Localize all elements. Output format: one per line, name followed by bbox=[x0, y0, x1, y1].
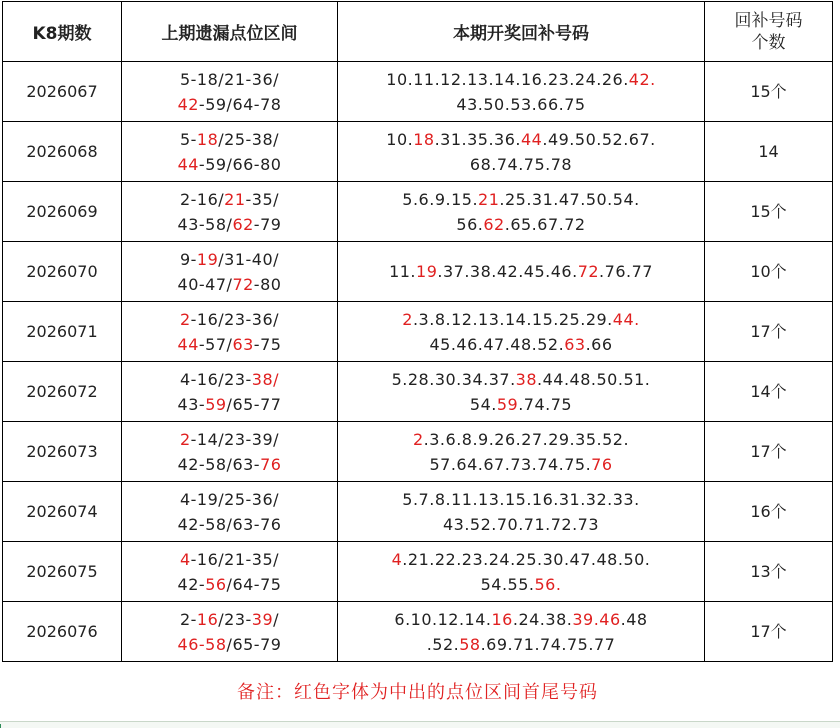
highlighted-number: 16 bbox=[491, 609, 513, 629]
zone-cell-line bbox=[122, 212, 337, 237]
highlighted-number: 63 bbox=[564, 334, 586, 354]
header-count-line1: 回补号码 bbox=[734, 10, 803, 31]
number-text: .3.6.8.9.26.27.29.35.52. bbox=[423, 429, 630, 449]
highlighted-number: 44 bbox=[177, 334, 199, 354]
numbers-cell-line bbox=[338, 452, 704, 477]
number-text: .76.77 bbox=[599, 262, 653, 281]
numbers-cell-line bbox=[338, 572, 704, 597]
zone-cell-line bbox=[122, 547, 337, 572]
header-count-line2: 个数 bbox=[751, 32, 786, 53]
count-cell: 16个 bbox=[705, 482, 833, 542]
numbers-cell-line bbox=[338, 367, 704, 392]
number-text: 5-18/21-36/ bbox=[179, 69, 280, 89]
count-cell: 17个 bbox=[705, 422, 833, 482]
number-text: .3.8.12.13.14.15.25.29. bbox=[412, 309, 613, 329]
count-cell: 13个 bbox=[705, 542, 833, 602]
period-cell: 2026074 bbox=[3, 482, 122, 542]
zone-cell bbox=[122, 182, 338, 242]
highlighted-number: 72 bbox=[232, 274, 254, 294]
period-cell: 2026067 bbox=[3, 62, 122, 122]
numbers-cell bbox=[338, 122, 705, 182]
highlighted-number: 2 bbox=[179, 429, 191, 449]
numbers-cell bbox=[338, 182, 705, 242]
numbers-cell bbox=[338, 362, 705, 422]
number-text: 45.46.47.48.52. bbox=[429, 334, 565, 354]
highlighted-number: 38/ bbox=[251, 369, 280, 389]
highlighted-number: 46-58 bbox=[177, 634, 227, 654]
highlighted-number: 21 bbox=[478, 189, 500, 209]
zone-cell-line bbox=[122, 452, 337, 477]
number-text: 54.55. bbox=[480, 574, 535, 594]
highlighted-number: 72 bbox=[577, 262, 600, 281]
highlighted-number: 4 bbox=[179, 549, 191, 569]
number-text: .65.67.72 bbox=[504, 214, 586, 234]
highlighted-number: 2 bbox=[412, 429, 424, 449]
number-text: 4-16/23- bbox=[179, 369, 252, 389]
numbers-cell-line bbox=[338, 427, 704, 452]
highlighted-number: 63 bbox=[232, 334, 254, 354]
zone-cell-line bbox=[122, 272, 337, 297]
numbers-cell-line bbox=[338, 259, 704, 284]
number-text: /65-77 bbox=[226, 394, 282, 414]
zone-cell-line bbox=[122, 247, 337, 272]
number-text: -35/ bbox=[245, 189, 280, 209]
highlighted-number: 44 bbox=[521, 129, 543, 149]
count-cell: 17个 bbox=[705, 602, 833, 662]
period-cell: 2026068 bbox=[3, 122, 122, 182]
highlighted-number: 56. bbox=[534, 574, 562, 594]
number-text: .31.35.36. bbox=[434, 129, 521, 149]
highlighted-number: 38 bbox=[515, 369, 538, 389]
number-text: 4-19/25-36/ bbox=[179, 489, 280, 509]
highlighted-number: 4 bbox=[391, 549, 403, 569]
number-text: 5.7.8.11.13.15.16.31.32.33. bbox=[402, 489, 640, 509]
period-cell: 2026072 bbox=[3, 362, 122, 422]
number-text: /25-38/ bbox=[218, 129, 280, 149]
number-text: .25.31.47.50.54. bbox=[499, 189, 640, 209]
number-text: .24.38. bbox=[512, 609, 573, 629]
number-text: 68.74.75.78 bbox=[469, 154, 573, 174]
number-text: .69.71.74.75.77 bbox=[480, 634, 616, 654]
number-text: 5- bbox=[179, 129, 197, 149]
zone-cell bbox=[122, 62, 338, 122]
highlighted-number: 56 bbox=[205, 574, 227, 594]
number-text: 5.28.30.34.37. bbox=[391, 369, 516, 389]
number-text: /65-79 bbox=[226, 634, 282, 654]
number-text: -59/64-78 bbox=[198, 94, 282, 114]
table-row bbox=[3, 482, 833, 542]
zone-cell-line bbox=[122, 92, 337, 117]
numbers-cell-line bbox=[338, 152, 704, 177]
highlighted-number: 19 bbox=[416, 262, 438, 281]
numbers-cell-line bbox=[338, 487, 704, 512]
header-period: K8期数 bbox=[3, 2, 122, 62]
number-text: .44.48.50.51. bbox=[537, 369, 651, 389]
zone-cell bbox=[122, 122, 338, 182]
numbers-cell bbox=[338, 482, 705, 542]
number-text: -79 bbox=[253, 214, 282, 234]
numbers-cell bbox=[338, 302, 705, 362]
highlighted-number: 21 bbox=[224, 189, 246, 209]
numbers-cell-line bbox=[338, 212, 704, 237]
number-text: -80 bbox=[253, 274, 282, 294]
header-zones: 上期遗漏点位区间 bbox=[122, 2, 338, 62]
zone-cell-line bbox=[122, 367, 337, 392]
zone-cell-line bbox=[122, 512, 337, 537]
highlighted-number: 59 bbox=[205, 394, 227, 414]
zone-cell bbox=[122, 542, 338, 602]
numbers-cell bbox=[338, 62, 705, 122]
number-text: 43.50.53.66.75 bbox=[456, 94, 586, 114]
zone-cell-line bbox=[122, 332, 337, 357]
highlighted-number: 76 bbox=[260, 454, 282, 474]
table-row bbox=[3, 542, 833, 602]
numbers-cell-line bbox=[338, 547, 704, 572]
highlighted-number: 39.46 bbox=[572, 609, 621, 629]
number-text: 43- bbox=[177, 394, 206, 414]
zone-cell-line bbox=[122, 572, 337, 597]
numbers-cell bbox=[338, 422, 705, 482]
numbers-cell-line bbox=[338, 307, 704, 332]
number-text: 56. bbox=[456, 214, 484, 234]
period-cell: 2026075 bbox=[3, 542, 122, 602]
number-text: .52. bbox=[426, 634, 460, 654]
zone-cell bbox=[122, 422, 338, 482]
zone-cell-line bbox=[122, 487, 337, 512]
number-text: .74.75 bbox=[518, 394, 573, 414]
number-text: .21.22.23.24.25.30.47.48.50. bbox=[402, 549, 651, 569]
highlighted-number: 39 bbox=[251, 609, 274, 629]
number-text: .66 bbox=[585, 334, 613, 354]
zone-cell-line bbox=[122, 307, 337, 332]
zone-cell-line bbox=[122, 607, 337, 632]
numbers-cell-line bbox=[338, 67, 704, 92]
number-text: .37.38.42.45.46. bbox=[437, 262, 578, 281]
highlighted-number: 62 bbox=[232, 214, 254, 234]
number-text: / bbox=[273, 609, 280, 629]
number-text: -59/66-80 bbox=[198, 154, 282, 174]
numbers-cell bbox=[338, 542, 705, 602]
table-row bbox=[3, 122, 833, 182]
table-row bbox=[3, 242, 833, 302]
period-cell: 2026070 bbox=[3, 242, 122, 302]
header-row bbox=[3, 2, 833, 62]
numbers-cell-line bbox=[338, 607, 704, 632]
count-cell: 10个 bbox=[705, 242, 833, 302]
numbers-cell-line bbox=[338, 392, 704, 417]
number-text: 42-58/63- bbox=[177, 454, 261, 474]
number-text: .48 bbox=[620, 609, 648, 629]
number-text: -75 bbox=[253, 334, 282, 354]
table-row bbox=[3, 422, 833, 482]
numbers-cell-line bbox=[338, 632, 704, 657]
zone-cell-line bbox=[122, 127, 337, 152]
highlighted-number: 44 bbox=[177, 154, 199, 174]
number-text: 54. bbox=[469, 394, 497, 414]
count-cell: 14 bbox=[705, 122, 833, 182]
highlighted-number: 58 bbox=[459, 634, 481, 654]
count-cell: 14个 bbox=[705, 362, 833, 422]
number-text: 40-47/ bbox=[177, 274, 233, 294]
numbers-cell bbox=[338, 242, 705, 302]
table-row bbox=[3, 602, 833, 662]
highlighted-number: 44. bbox=[612, 309, 640, 329]
numbers-cell-line bbox=[338, 92, 704, 117]
number-text: 42-58/63-76 bbox=[177, 514, 282, 534]
zone-cell bbox=[122, 482, 338, 542]
number-text: /64-75 bbox=[226, 574, 282, 594]
table-row bbox=[3, 302, 833, 362]
number-text: 57.64.67.73.74.75. bbox=[429, 454, 592, 474]
number-text: 9- bbox=[179, 249, 197, 269]
zone-cell bbox=[122, 602, 338, 662]
zone-cell-line bbox=[122, 632, 337, 657]
number-text: 2-16/ bbox=[179, 189, 225, 209]
period-cell: 2026069 bbox=[3, 182, 122, 242]
period-cell: 2026076 bbox=[3, 602, 122, 662]
note-row bbox=[3, 662, 833, 723]
number-text: 2- bbox=[179, 609, 197, 629]
number-text: 10.11.12.13.14.16.23.24.26. bbox=[386, 69, 629, 89]
highlighted-number: 18 bbox=[413, 129, 435, 149]
count-cell: 17个 bbox=[705, 302, 833, 362]
number-text: 10. bbox=[386, 129, 414, 149]
highlighted-number: 59 bbox=[496, 394, 519, 414]
number-text: /23- bbox=[218, 609, 252, 629]
number-text: -16/23-36/ bbox=[190, 309, 280, 329]
number-text: .49.50.52.67. bbox=[542, 129, 656, 149]
number-text: 43.52.70.71.72.73 bbox=[442, 514, 600, 534]
numbers-cell bbox=[338, 602, 705, 662]
number-text: -57/ bbox=[198, 334, 233, 354]
number-text: /31-40/ bbox=[218, 249, 280, 269]
number-text: 43-58/ bbox=[177, 214, 233, 234]
highlighted-number: 18 bbox=[196, 129, 219, 149]
highlighted-number: 19 bbox=[196, 249, 219, 269]
zone-cell-line bbox=[122, 152, 337, 177]
highlighted-number: 2 bbox=[402, 309, 413, 329]
count-cell: 15个 bbox=[705, 62, 833, 122]
table-row bbox=[3, 62, 833, 122]
numbers-cell-line bbox=[338, 127, 704, 152]
highlighted-number: 42. bbox=[628, 69, 656, 89]
number-text: -16/21-35/ bbox=[190, 549, 280, 569]
number-text: 42- bbox=[177, 574, 206, 594]
zone-cell bbox=[122, 302, 338, 362]
numbers-cell-line bbox=[338, 512, 704, 537]
period-cell: 2026073 bbox=[3, 422, 122, 482]
highlighted-number: 2 bbox=[179, 309, 191, 329]
lottery-table bbox=[2, 1, 833, 722]
zone-cell-line bbox=[122, 392, 337, 417]
highlighted-number: 62 bbox=[483, 214, 505, 234]
highlighted-number: 16 bbox=[196, 609, 219, 629]
zone-cell bbox=[122, 362, 338, 422]
numbers-cell-line bbox=[338, 187, 704, 212]
zone-cell-line bbox=[122, 427, 337, 452]
number-text: 5.6.9.15. bbox=[402, 189, 479, 209]
number-text: -14/23-39/ bbox=[190, 429, 280, 449]
highlighted-number: 42 bbox=[177, 94, 199, 114]
period-cell: 2026071 bbox=[3, 302, 122, 362]
header-count bbox=[705, 2, 833, 62]
number-text: 11. bbox=[389, 262, 417, 281]
table-row bbox=[3, 182, 833, 242]
table-row bbox=[3, 362, 833, 422]
zone-cell-line bbox=[122, 67, 337, 92]
zone-cell bbox=[122, 242, 338, 302]
count-cell: 15个 bbox=[705, 182, 833, 242]
numbers-cell-line bbox=[338, 332, 704, 357]
number-text: 6.10.12.14. bbox=[394, 609, 492, 629]
header-numbers: 本期开奖回补号码 bbox=[338, 2, 705, 62]
green-marker bbox=[0, 724, 1, 728]
highlighted-number: 76 bbox=[591, 454, 613, 474]
note-text: 备注：红色字体为中出的点位区间首尾号码 bbox=[237, 681, 598, 703]
zone-cell-line bbox=[122, 187, 337, 212]
